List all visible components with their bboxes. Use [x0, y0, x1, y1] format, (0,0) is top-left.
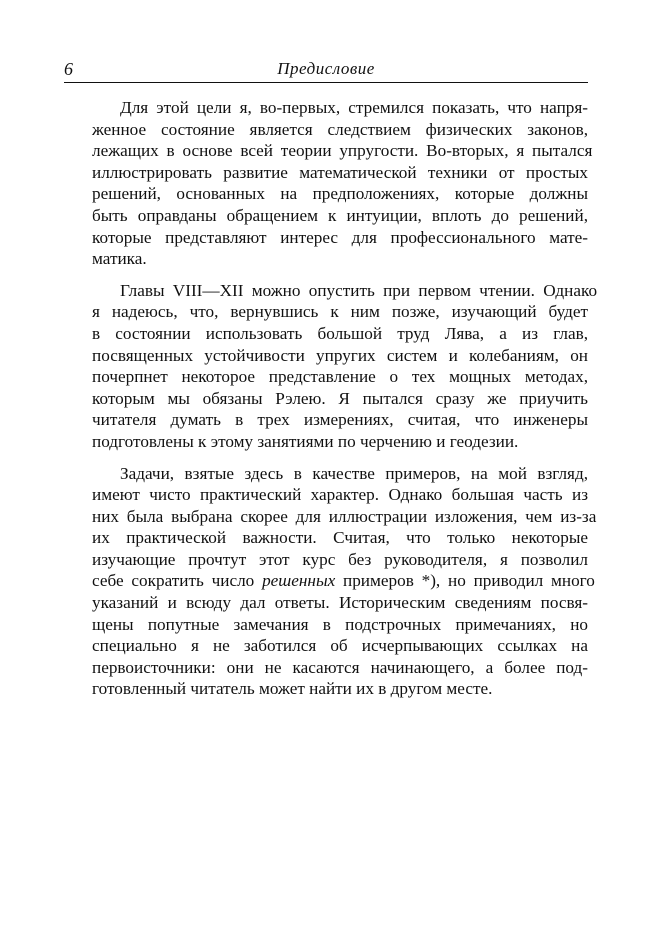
text-line: имеют чисто практический характер. Однако большая часть из: [92, 485, 588, 505]
running-head: [64, 58, 588, 83]
text-line: которым мы обязаны Рэлею. Я пытался сразу же приучить: [92, 388, 588, 408]
text-line: женное состояние является следствием физических законов,: [92, 119, 588, 139]
text-line-with-italic: [64, 570, 595, 592]
text-line: подготовлены к этому занятиями по черчению и геодезии.: [92, 431, 519, 451]
text-line: готовленный читатель может найти их в другом месте.: [92, 679, 493, 699]
text-line: посвященных устойчивости упругих систем и колебаниям, он: [92, 345, 588, 365]
paragraph-2: [64, 280, 598, 453]
text-line: Для этой цели я, во-первых, стремился показать, что напря-: [120, 98, 588, 117]
text-line: них была выбрана скорее для иллюстрации изложения, чем из-за: [92, 506, 597, 526]
text-line: которые представляют интерес для профессионального мате-: [92, 227, 588, 247]
body-text: [64, 97, 598, 710]
text-line: Главы VIII—XII можно опустить при первом чтении. Однако: [120, 280, 598, 300]
text-line: Задачи, взятые здесь в качестве примеров, на мой взгляд,: [120, 463, 588, 483]
text-line: лежащих в основе всей теории упругости. Во-вторых, я пытался: [92, 141, 593, 161]
text-line: иллюстрировать развитие математической техники от простых: [92, 162, 588, 182]
text-line: я надеюсь, что, вернувшись к ним позже, изучающий будет: [92, 302, 588, 322]
paragraph-1: [64, 97, 593, 270]
text-line: быть оправданы обращением к интуиции, вплоть до решений,: [92, 205, 588, 225]
italic-word: решенных: [262, 571, 336, 591]
text-fragment: себе сократить число: [92, 571, 263, 591]
paragraph-3: [64, 463, 597, 701]
running-title: Предисловие: [277, 59, 375, 78]
text-line: решений, основанных на предположениях, которые должны: [92, 184, 588, 204]
text-line: первоисточники: они не касаются начинающего, а более под-: [92, 657, 588, 677]
text-line: указаний и всюду дал ответы. Историческим сведениям посвя-: [92, 593, 588, 613]
text-line: их практической важности. Считая, что только некоторые: [92, 528, 588, 548]
page-number: 6: [64, 59, 73, 79]
text-line: читателя думать в трех измерениях, считая, что инженеры: [92, 410, 588, 430]
text-line: в состоянии использовать большой труд Лява, а из глав,: [92, 323, 588, 343]
text-fragment: примеров *), но приводил много: [335, 571, 595, 591]
text-line: специально я не заботился об исчерпывающих ссылках на: [92, 636, 588, 656]
text-line: изучающие прочтут этот курс без руководителя, я позволил: [92, 549, 588, 569]
text-line: щены попутные замечания в подстрочных примечаниях, но: [92, 614, 588, 634]
text-line: матика.: [92, 249, 147, 269]
text-line: почерпнет некоторое представление о тех мощных методах,: [92, 367, 588, 387]
